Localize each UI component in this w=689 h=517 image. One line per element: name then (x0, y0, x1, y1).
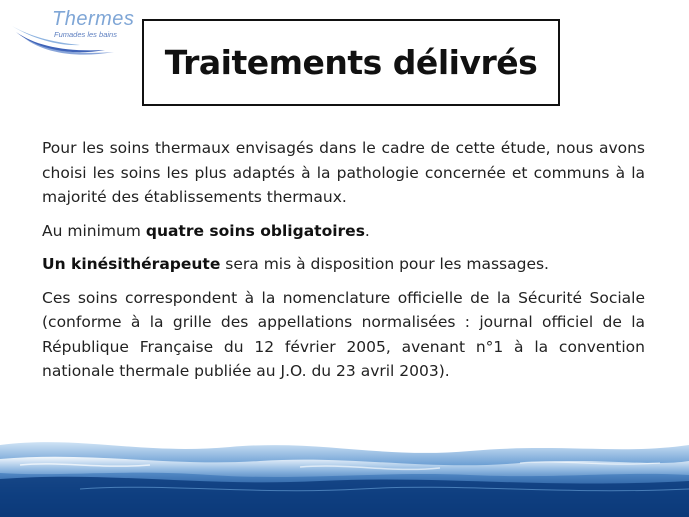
logo-subtitle: Fumades les bains (54, 30, 117, 39)
minimum-suffix: . (364, 221, 370, 240)
paragraph-kinesitherapeute (42, 252, 645, 277)
kinesitherapeute-bold: Un kinésithérapeute (42, 255, 221, 273)
slide-title-box (142, 19, 560, 106)
paragraph-minimum-soins (42, 219, 645, 244)
logo-title: Thermes (52, 8, 135, 30)
minimum-soins-bold: quatre soins obligatoires (145, 221, 365, 240)
slide-body (42, 136, 645, 393)
brand-logo (10, 6, 135, 56)
minimum-prefix: Au minimum (42, 221, 146, 240)
paragraph-intro: Pour les soins thermaux envisagés dans le cadre de cette étude, nous avons choisi les soins les plus adaptés à la pathologie concernée et communs à la majorité des établissements thermaux. (42, 139, 645, 206)
slide-title: Traitements délivrés (164, 43, 538, 82)
paragraph-nomenclature: Ces soins correspondent à la nomenclature officielle de la Sécurité Sociale (conforme à la grille des appellations normalisées : journal officiel de la République Française du 12 février 2005, avenant n°1 à la convention nationale thermale publiée au J.O. du 23 avril 2003). (42, 288, 645, 380)
water-splash-decoration (0, 415, 689, 517)
kinesitherapeute-text: sera mis à disposition pour les massages. (220, 255, 549, 273)
